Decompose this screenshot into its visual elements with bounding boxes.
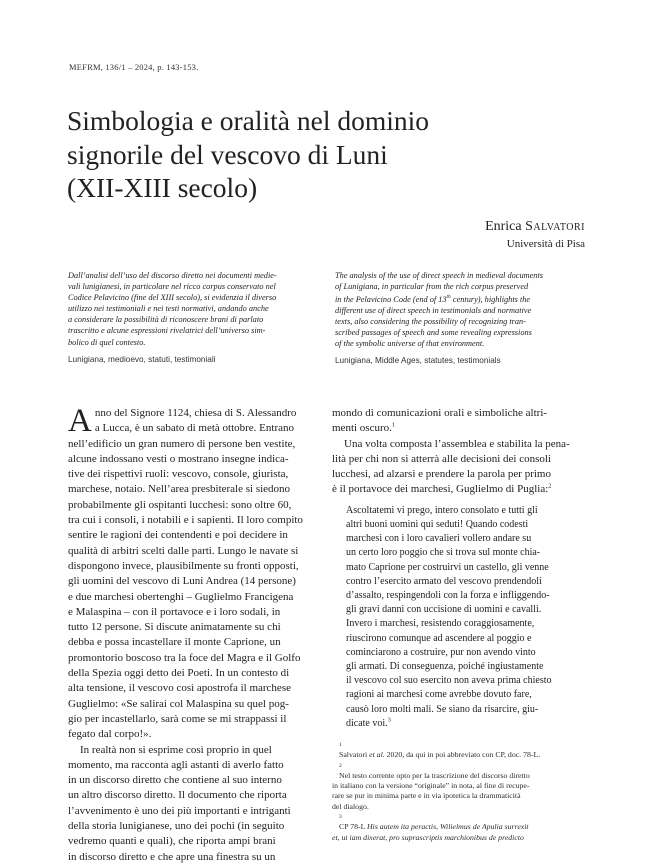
footnote: 3 CP 78-L His autem ita peractis, Wilielmus de Apulia surrexit et, ut iam dixerat, pro suprascriptis marchionibus de predicto [332, 814, 529, 842]
paragraph: mondo di comunicazioni orali e simboliche altri- menti oscuro.$^1$ [332, 407, 548, 435]
keywords-english: Lunigiana, Middle Ages, statutes, testimonials [335, 356, 501, 366]
author-name: Enrica Salvatori [485, 219, 585, 234]
author-affiliation: Università di Pisa [506, 238, 585, 250]
author-surname: Salvatori [525, 219, 585, 234]
abstract-english [335, 270, 591, 365]
paragraph: A nno del Signore 1124, chiesa di S. Alessandro a Lucca, è un sabato di metà ottobre. Entrano nell’edificio un gran numero di persone ben vestite, alcune indossano vesti o mostrano insegne indica- tive dei rispettivi ruoli: vescovo, console, giurista, marchese, notaio. Nell’area presbiterale si siedono probabilmente gli ospitanti lucchesi: sono oltre 60, tra cui i consoli, i notabili e i sapienti. Il loro compito sentire le ragioni dei contendenti e poi decidere in qualità di arbitri scelti dalle parti. Lungo le navate si dispongono invece, plausibilmente su fronti opposti, gli uomini del vescovo di Luni Andrea (14 persone) e due marchesi obertenghi – Guglielmo Francigena e Malaspina – con il portavoce e i loro sodali, in tutto 12 persone. Si discute animatamente su chi debba e possa incastellare il monte Caprione, un promontorio boscoso tra la foce del Magra e il Golfo della Spezia oggi detto dei Poeti. In un contesto di alta tensione, il vescovo così apostrofa il marchese Guglielmo: «Se salirai col Malaspina su quel pog- gio per incastellarlo, sarà come se mi strappassi il fegato dal corpo!». [68, 403, 303, 741]
title-line: (XII-XIII secolo) [67, 172, 258, 203]
keywords-italian: Lunigiana, medioevo, statuti, testimoniali [68, 354, 216, 364]
abstract-text: The analysis of the use of direct speech in medieval documents of Lunigiana, in particular from the rich corpus preserved in the Pelavicino Code (end of 13th century), highlights the different use of direct speech in testimonials and normative texts, also considering the possibility of recognizing tran- scribed passages of speech and some revealing expressions of the symbolic universe of that environment. [335, 271, 543, 349]
footnotes [332, 740, 590, 843]
body-column-left [68, 403, 315, 865]
footnote-ref[interactable]: 1 [391, 421, 396, 429]
block-quote: Ascoltatemi vi prego, intero consolato e tutti gli altri buoni uomini qui seduti! Quando codesti marchesi con i loro cavalieri vollero andare su un certo loro poggio che si trova sul monte chia- mato Caprione per costruirvi un castello, gli venne contro l’esercito armato del vescovo prendendoli d’assalto, respingendoli con la forza e infliggendo- gli gravi danni con uccisione di uomini e cavalli. Invero i marchesi, resistendo coraggiosamente, riuscirono comunque ad ascendere al poggio e cominciarono a costruire, pur non avendo vinto gli armati. Di conseguenza, poiché ingiustamente il vescovo col suo esercito non aveva prima chiesto ragioni ai marchesi come avrebbe dovuto fare, causò loro molti mali. Se siano da risarcire, giu- dicate voi.$^3$ [346, 504, 552, 729]
author-block [485, 218, 585, 252]
body-column-right [332, 406, 590, 731]
title-line: signorile del vescovo di Luni [67, 138, 388, 170]
paragraph: Una volta composta l’assemblea e stabilita la pena- lità per chi non si atterrà alle decisioni dei consoli lucchesi, ad alzarsi e prendere la parola per primo è il portavoce dei marchesi, Guglielmo di Puglia:$^2$ [332, 437, 570, 496]
footnote-ref[interactable]: 3 [387, 716, 391, 724]
drop-cap: A [68, 403, 92, 439]
abstract-text: Dall’analisi dell’uso del discorso diretto nei documenti medie- vali lunigianesi, in particolare nel ricco corpus conservato nel Codice Pelavicino (fine del XIII secolo), si evidenzia il diverso utilizzo nei testimoniali e nei testi normativi, andando anche a considerare la possibilità di riconoscere brani di parlato trascritto e alcune espressioni rivelatrici dell’universo sim- bolico di quel contesto. [68, 271, 277, 347]
paragraph: In realtà non si esprime così proprio in quel momento, ma racconta agli astanti di averlo fatto in un discorso diretto che contiene al suo interno un altro discorso diretto. Il documento che riporta l’avvenimento è uno dei più importanti e intriganti della storia lunigianese, uno dei pochi (in seguito vedremo quanti e quali), che riporta ampi brani in discorso diretto e che apre una finestra su un [68, 743, 291, 863]
running-head: MEFRM, 136/1 – 2024, p. 143-153. [69, 62, 199, 72]
footnote: 1 Salvatori et al. 2020, da qui in poi abbreviato con CP, doc. 78-L. [339, 742, 541, 760]
footnote-ref[interactable]: 2 [548, 482, 552, 490]
article-title [67, 104, 587, 205]
title-line: Simbologia e oralità nel dominio [67, 105, 430, 136]
abstract-italian [68, 270, 324, 364]
footnote: 2 Nel testo corrente opto per la trascrizione del discorso diretto in italiano con la versione “originale” in nota, al fine di recupe- rare se pur in minima parte e in via ipotetica la drammaticità del dialogo. [332, 762, 530, 811]
